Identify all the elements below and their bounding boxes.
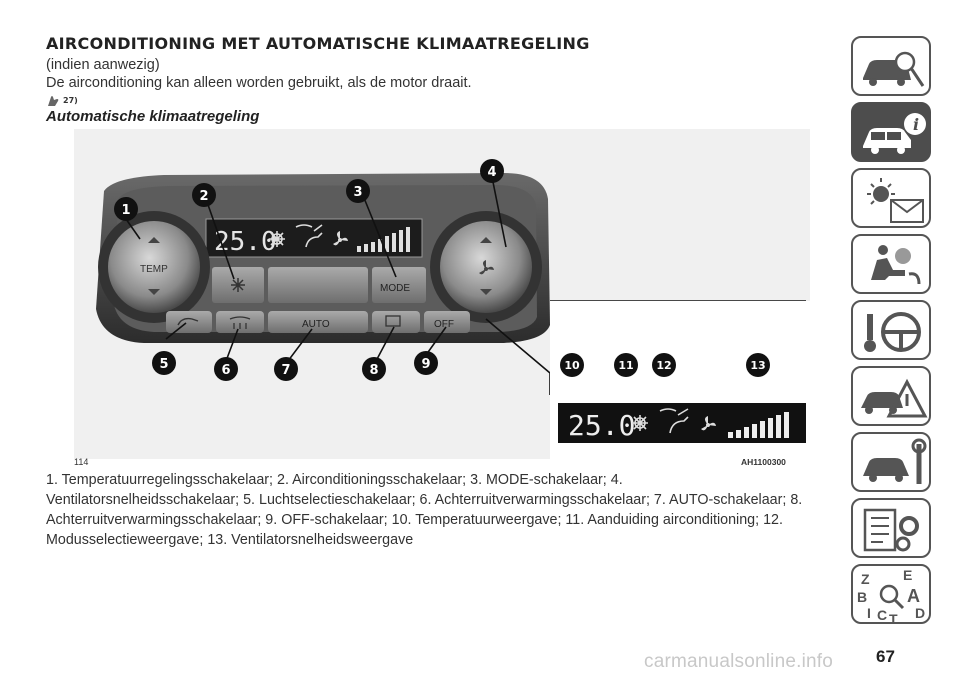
car-wrench-icon	[853, 434, 933, 494]
inset-ac-icon	[632, 415, 648, 431]
mode-button-label: MODE	[380, 283, 410, 294]
specs-gears-icon	[853, 500, 933, 560]
watermark: carmanualsonline.info	[644, 651, 834, 672]
auto-button-label: AUTO	[302, 319, 330, 330]
svg-text:E: E	[903, 567, 913, 583]
warning-light-message-icon	[853, 170, 933, 230]
car-info-icon	[853, 104, 933, 164]
tab-emergency[interactable]	[851, 366, 931, 426]
rear-defrost-button-right[interactable]	[372, 311, 420, 333]
key-steering-wheel-icon	[853, 302, 933, 362]
svg-text:11: 11	[618, 359, 634, 372]
page-title: AIRCONDITIONING MET AUTOMATISCHE KLIMAATREGELING	[46, 34, 590, 53]
warning-hand-icon	[46, 94, 60, 107]
climate-control-figure	[74, 129, 810, 459]
callout-12	[652, 353, 676, 377]
callout-5	[152, 351, 176, 375]
display-temperature: 25.0	[214, 227, 277, 257]
climate-panel-illustration	[74, 129, 810, 459]
svg-text:T: T	[889, 611, 898, 626]
tab-warning-lights[interactable]	[851, 168, 931, 228]
svg-text:5: 5	[159, 357, 169, 372]
figure-caption: 1. Temperatuurregelingsschakelaar; 2. Airconditioningsschakelaar; 3. MODE-schakelaar; 4. Ventilatorsnelheidsschakelaar; 5. Luchtselectieschakelaar; 6. Achterruitverwarmingsschakelaar; 7. AUTO-schakelaar; 8. Achterruitverwarmingsschakelaar; 9. OFF-schakelaar; 10. Temperatuurweergave; 11. Aanduiding airconditioning; 12. Modusselectieweergave; 13. Ventilatorsnelheidsweergave	[46, 472, 803, 548]
callout-10	[560, 353, 584, 377]
tab-technical-data[interactable]	[851, 498, 931, 558]
callout-3	[346, 179, 370, 203]
callout-9	[414, 351, 438, 375]
callout-7	[274, 357, 298, 381]
svg-text:4: 4	[487, 165, 497, 180]
svg-text:B: B	[857, 589, 868, 605]
page-number: 67	[876, 647, 895, 666]
svg-text:3: 3	[353, 185, 363, 200]
car-search-icon	[853, 38, 933, 98]
callout-11	[614, 353, 638, 377]
svg-text:Z: Z	[861, 571, 870, 587]
car-breakdown-triangle-icon	[853, 368, 933, 428]
callout-4	[480, 159, 504, 183]
svg-text:8: 8	[369, 363, 379, 378]
tab-index[interactable]	[851, 564, 931, 624]
warning-ref-number: 27)	[63, 95, 78, 105]
callout-1	[114, 197, 138, 221]
section-title: Automatische klimaatregeling	[46, 108, 260, 125]
callout-2	[192, 183, 216, 207]
tab-starting-driving[interactable]	[851, 300, 931, 360]
inset-temperature: 25.0	[568, 409, 636, 442]
figure-number: 114	[74, 457, 89, 467]
ac-button-icon	[231, 278, 245, 292]
svg-text:12: 12	[656, 359, 672, 372]
seat-airbag-icon	[853, 236, 933, 296]
air-select-button[interactable]	[166, 311, 212, 333]
svg-text:2: 2	[199, 189, 209, 204]
tab-maintenance[interactable]	[851, 432, 931, 492]
tab-car-search[interactable]	[851, 36, 931, 96]
svg-text:i: i	[913, 115, 920, 134]
off-button-label: OFF	[434, 319, 454, 330]
svg-text:13: 13	[750, 359, 766, 372]
svg-text:I: I	[867, 605, 871, 621]
subtitle: (indien aanwezig)	[46, 57, 160, 73]
display-ac-icon	[269, 231, 285, 247]
svg-text:10: 10	[564, 359, 580, 372]
svg-text:C: C	[877, 607, 888, 623]
callout-13	[746, 353, 770, 377]
svg-text:A: A	[907, 586, 920, 606]
svg-text:D: D	[915, 605, 926, 621]
svg-text:1: 1	[121, 203, 131, 218]
callout-6	[214, 357, 238, 381]
center-blank-button	[268, 267, 368, 303]
tab-car-info[interactable]	[851, 102, 931, 162]
rear-defrost-button-left[interactable]	[216, 311, 264, 333]
intro-text: De airconditioning kan alleen worden gebruikt, als de motor draait.	[46, 75, 472, 91]
svg-text:6: 6	[221, 363, 231, 378]
svg-text:7: 7	[281, 363, 291, 378]
svg-text:9: 9	[421, 357, 431, 372]
alphabet-index-icon	[853, 566, 933, 626]
tab-safety[interactable]	[851, 234, 931, 294]
callout-8	[362, 357, 386, 381]
figure-code: AH1100300	[741, 457, 786, 467]
warning-reference	[46, 93, 78, 107]
temp-knob-label: TEMP	[140, 264, 168, 275]
